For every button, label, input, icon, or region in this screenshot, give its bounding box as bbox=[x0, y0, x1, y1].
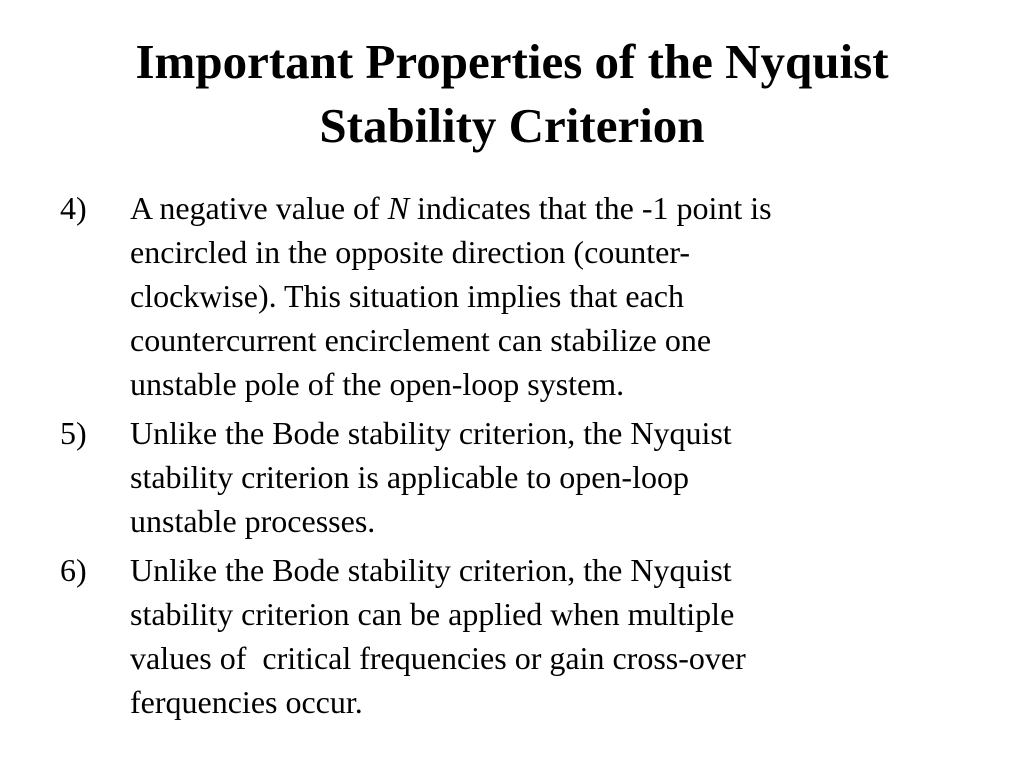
item-text bbox=[130, 548, 960, 724]
text-line bbox=[130, 186, 960, 230]
list-item bbox=[60, 186, 960, 406]
text-line: stability criterion can be applied when multiple bbox=[130, 596, 735, 632]
text-segment: indicates that the -1 point is bbox=[409, 190, 772, 226]
list-item bbox=[60, 548, 960, 724]
text-line: countercurrent encirclement can stabilize one bbox=[130, 322, 712, 358]
text-segment: A negative value of bbox=[130, 190, 388, 226]
title-line: Important Properties of the Nyquist bbox=[135, 34, 889, 89]
text-line: encircled in the opposite direction (counter- bbox=[130, 234, 691, 270]
item-text bbox=[130, 186, 960, 406]
item-number: 4) bbox=[60, 190, 87, 226]
text-line: clockwise). This situation implies that each bbox=[130, 278, 684, 314]
item-number: 5) bbox=[60, 415, 87, 451]
text-line: ferquencies occur. bbox=[130, 684, 363, 720]
text-line: Unlike the Bode stability criterion, the Nyquist bbox=[130, 415, 732, 451]
item-number: 6) bbox=[60, 552, 87, 588]
text-line: values of critical frequencies or gain cross-over bbox=[130, 640, 746, 676]
text-line: unstable processes. bbox=[130, 503, 376, 539]
title-line: Stability Criterion bbox=[319, 98, 705, 153]
variable-n: N bbox=[387, 190, 410, 226]
text-line: unstable pole of the open-loop system. bbox=[130, 366, 625, 402]
text-line: stability criterion is applicable to open-loop bbox=[130, 459, 689, 495]
item-text bbox=[130, 411, 960, 543]
text-line: Unlike the Bode stability criterion, the Nyquist bbox=[130, 552, 732, 588]
numbered-list bbox=[60, 186, 960, 729]
list-item bbox=[60, 411, 960, 543]
slide-title bbox=[40, 30, 984, 158]
